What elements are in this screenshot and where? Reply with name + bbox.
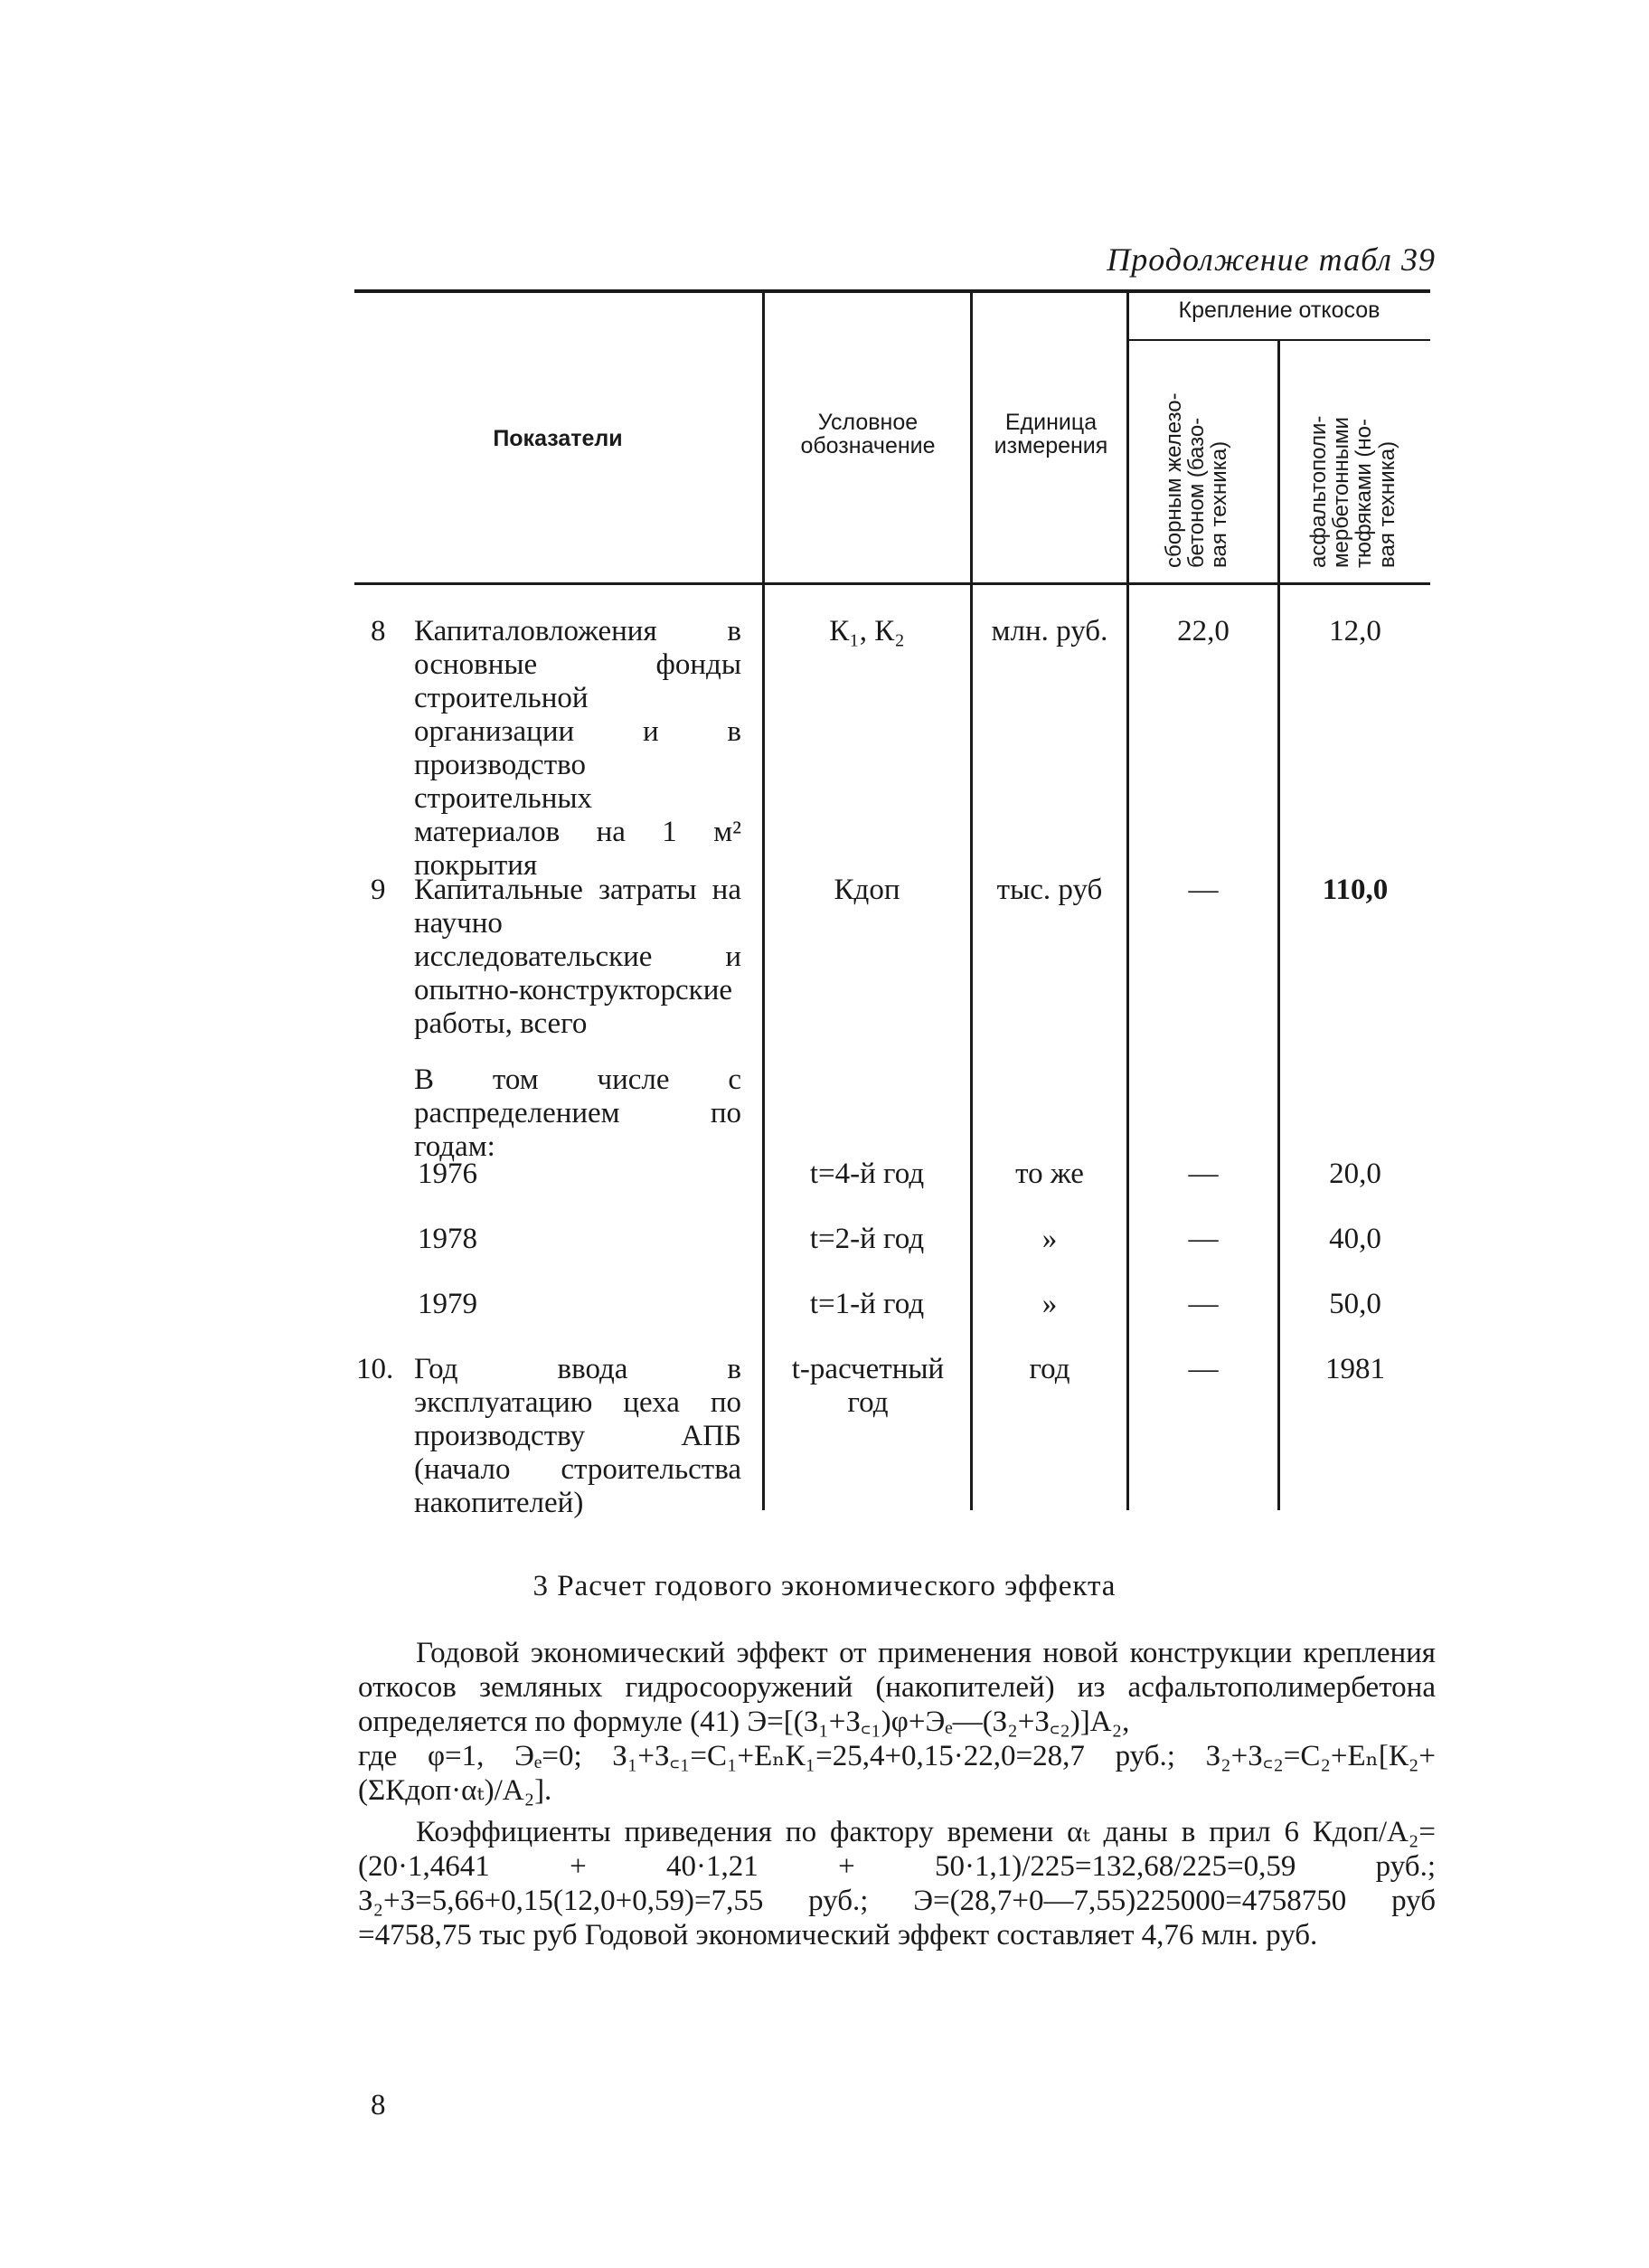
paragraph-1: Годовой экономический эффект от применения новой конструкции крепления откосов земляных гидросооружений (накопителей) из асфальтополимербетона определяется по формуле (41) Э=[(З₁+З꜀₁)φ+Эₑ—(З₂+З꜀₂)]А₂, (358, 1637, 1436, 1738)
header-bottom-rule (354, 582, 1430, 585)
year-1978-unit: » (1041, 1223, 1058, 1255)
year-1976-symbol: t=4-й год (809, 1158, 925, 1190)
row-8-description: Капиталовложения в основные фонды строительной организации и в производство строительных материалов на 1 м² покрытия (414, 615, 741, 882)
header-indicators: Показатели (493, 426, 623, 451)
header-col-base (1163, 392, 1231, 568)
rotated-header-line: асфальтополи- (1306, 415, 1331, 568)
rotated-header-line: тюфяками (но- (1352, 419, 1377, 568)
column-divider-4 (1277, 341, 1280, 1510)
row-9-number: 9 (371, 874, 386, 906)
row-9-description: Капитальные затраты на научно исследовательские и опытно-конструкторские работы, всего (414, 874, 741, 1040)
row-8-number: 8 (371, 615, 386, 647)
rotated-header-line: вая техника) (1374, 440, 1399, 568)
year-1979-new-value: 50,0 (1329, 1288, 1381, 1320)
row-10-unit: год (1029, 1353, 1070, 1385)
years-subheading: В том числе с распределением по годам: (414, 1063, 741, 1163)
row-8-base-value: 22,0 (1177, 615, 1230, 647)
year-1979-base-value: — (1188, 1288, 1219, 1320)
header-group: Крепление откосов (1178, 298, 1380, 323)
row-8-symbol: К₁, К₂ (829, 615, 905, 647)
year-1978-label: 1978 (418, 1223, 477, 1255)
row-9-unit: тыс. руб (996, 874, 1103, 906)
rotated-header-line: бетоном (базо- (1184, 417, 1210, 568)
row-9-symbol: Кдоп (834, 874, 900, 906)
rotated-header-line: мербетонными (1329, 417, 1354, 568)
year-1978-new-value: 40,0 (1329, 1223, 1381, 1255)
row-10-symbol: t-расчетный год (791, 1353, 945, 1419)
year-1979-unit: » (1041, 1288, 1058, 1320)
row-10-description: Год ввода в эксплуатацию цеха по производству АПБ (начало строительства накопителей) (414, 1353, 741, 1519)
year-1976-base-value: — (1188, 1158, 1219, 1190)
year-1976-new-value: 20,0 (1329, 1158, 1381, 1190)
row-10-base-value: — (1188, 1353, 1219, 1385)
page-number: 8 (371, 2089, 386, 2122)
row-8-unit: млн. руб. (991, 615, 1108, 647)
rotated-header-line: вая техника) (1207, 440, 1232, 568)
year-1978-base-value: — (1188, 1223, 1219, 1255)
row-10-new-value: 1981 (1325, 1353, 1385, 1385)
header-col-new (1307, 416, 1399, 568)
row-9-base-value: — (1188, 874, 1219, 906)
year-1976-unit: то же (1015, 1158, 1084, 1190)
year-1979-label: 1979 (418, 1288, 477, 1320)
year-1978-symbol: t=2-й год (809, 1223, 925, 1255)
row-8-new-value: 12,0 (1329, 615, 1381, 647)
header-symbol: Условное обозначение (800, 410, 936, 459)
paragraph-2: где φ=1, Эₑ=0; З₁+З꜀₁=С₁+ЕₙК₁=25,4+0,15·22,0=28,7 руб.; З₂+З꜀₂=С₂+Еₙ[К₂+(ΣКдоп·αₜ)/А₂]. (358, 1739, 1436, 1807)
section-title: 3 Расчет годового экономического эффекта (532, 1570, 1117, 1602)
paragraph-3: Коэффициенты приведения по фактору времени αₜ даны в прил 6 Кдоп/А₂=(20·1,4641 + 40·1,21 + 50·1,1)/225=132,68/225=0,59 руб.; З₂+З=5,66+0,15(12,0+0,59)=7,55 руб.; Э=(28,7+0—7,55)225000=4758750 руб =4758,75 тыс руб Годовой экономический эффект составляет 4,76 млн. руб. (358, 1815, 1436, 1951)
row-9-new-value: 110,0 (1322, 874, 1389, 906)
table-top-rule (354, 289, 1430, 293)
body-text (358, 1637, 1436, 1952)
rotated-header-line: сборным железо- (1162, 392, 1186, 568)
table-caption: Продолжение табл 39 (1107, 241, 1436, 278)
year-1976-label: 1976 (418, 1158, 477, 1190)
header-unit: Единица измерения (994, 410, 1108, 459)
year-1979-symbol: t=1-й год (809, 1288, 925, 1320)
row-10-number: 10. (356, 1353, 394, 1385)
